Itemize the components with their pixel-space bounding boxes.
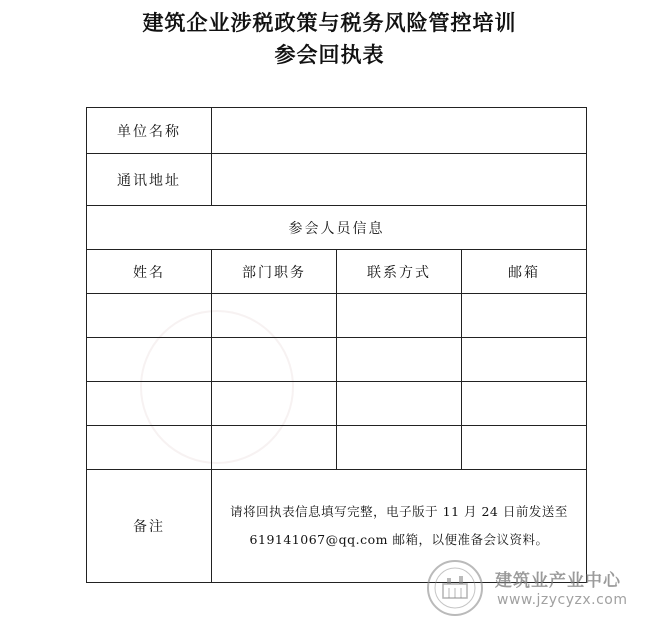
- column-header-contact: 联系方式: [337, 250, 462, 294]
- attendee-contact-cell[interactable]: [337, 426, 462, 470]
- attendee-row: [87, 382, 587, 426]
- address-field[interactable]: [212, 154, 587, 206]
- attendee-department-cell[interactable]: [212, 294, 337, 338]
- attendee-row: [87, 338, 587, 382]
- address-row: [87, 154, 587, 206]
- attendee-contact-cell[interactable]: [337, 382, 462, 426]
- receipt-form-table: [86, 107, 587, 583]
- column-header-name: 姓名: [87, 250, 212, 294]
- attendee-header-row: [87, 250, 587, 294]
- attendee-name-cell[interactable]: [87, 382, 212, 426]
- attendee-email-cell[interactable]: [462, 382, 587, 426]
- attendee-email-cell[interactable]: [462, 338, 587, 382]
- unit-name-row: [87, 108, 587, 154]
- watermark: [425, 556, 655, 626]
- industry-center-logo-icon: [425, 558, 485, 618]
- attendee-email-cell[interactable]: [462, 426, 587, 470]
- attendee-name-cell[interactable]: [87, 426, 212, 470]
- remarks-line-2: 619141067@qq.com 邮箱，以便准备会议资料。: [249, 532, 549, 547]
- address-label: 通讯地址: [87, 154, 212, 206]
- attendee-contact-cell[interactable]: [337, 338, 462, 382]
- watermark-url: www.jzycyzx.com: [497, 592, 628, 608]
- document-title: 建筑企业涉税政策与税务风险管控培训: [142, 11, 517, 35]
- column-header-department: 部门职务: [212, 250, 337, 294]
- attendee-department-cell[interactable]: [212, 338, 337, 382]
- attendee-name-cell[interactable]: [87, 338, 212, 382]
- attendee-section-heading: 参会人员信息: [87, 206, 587, 250]
- unit-name-field[interactable]: [212, 108, 587, 154]
- attendee-row: [87, 294, 587, 338]
- attendee-contact-cell[interactable]: [337, 294, 462, 338]
- watermark-name: 建筑业产业中心: [495, 571, 621, 591]
- attendee-department-cell[interactable]: [212, 426, 337, 470]
- attendee-row: [87, 426, 587, 470]
- attendee-department-cell[interactable]: [212, 382, 337, 426]
- remarks-line-1: 请将回执表信息填写完整，电子版于 11 月 24 日前发送至: [230, 504, 568, 519]
- attendee-section-row: [87, 206, 587, 250]
- column-header-email: 邮箱: [462, 250, 587, 294]
- attendee-email-cell[interactable]: [462, 294, 587, 338]
- remarks-label: 备注: [87, 470, 212, 583]
- document-subtitle: 参会回执表: [274, 43, 385, 67]
- unit-name-label: 单位名称: [87, 108, 212, 154]
- attendee-name-cell[interactable]: [87, 294, 212, 338]
